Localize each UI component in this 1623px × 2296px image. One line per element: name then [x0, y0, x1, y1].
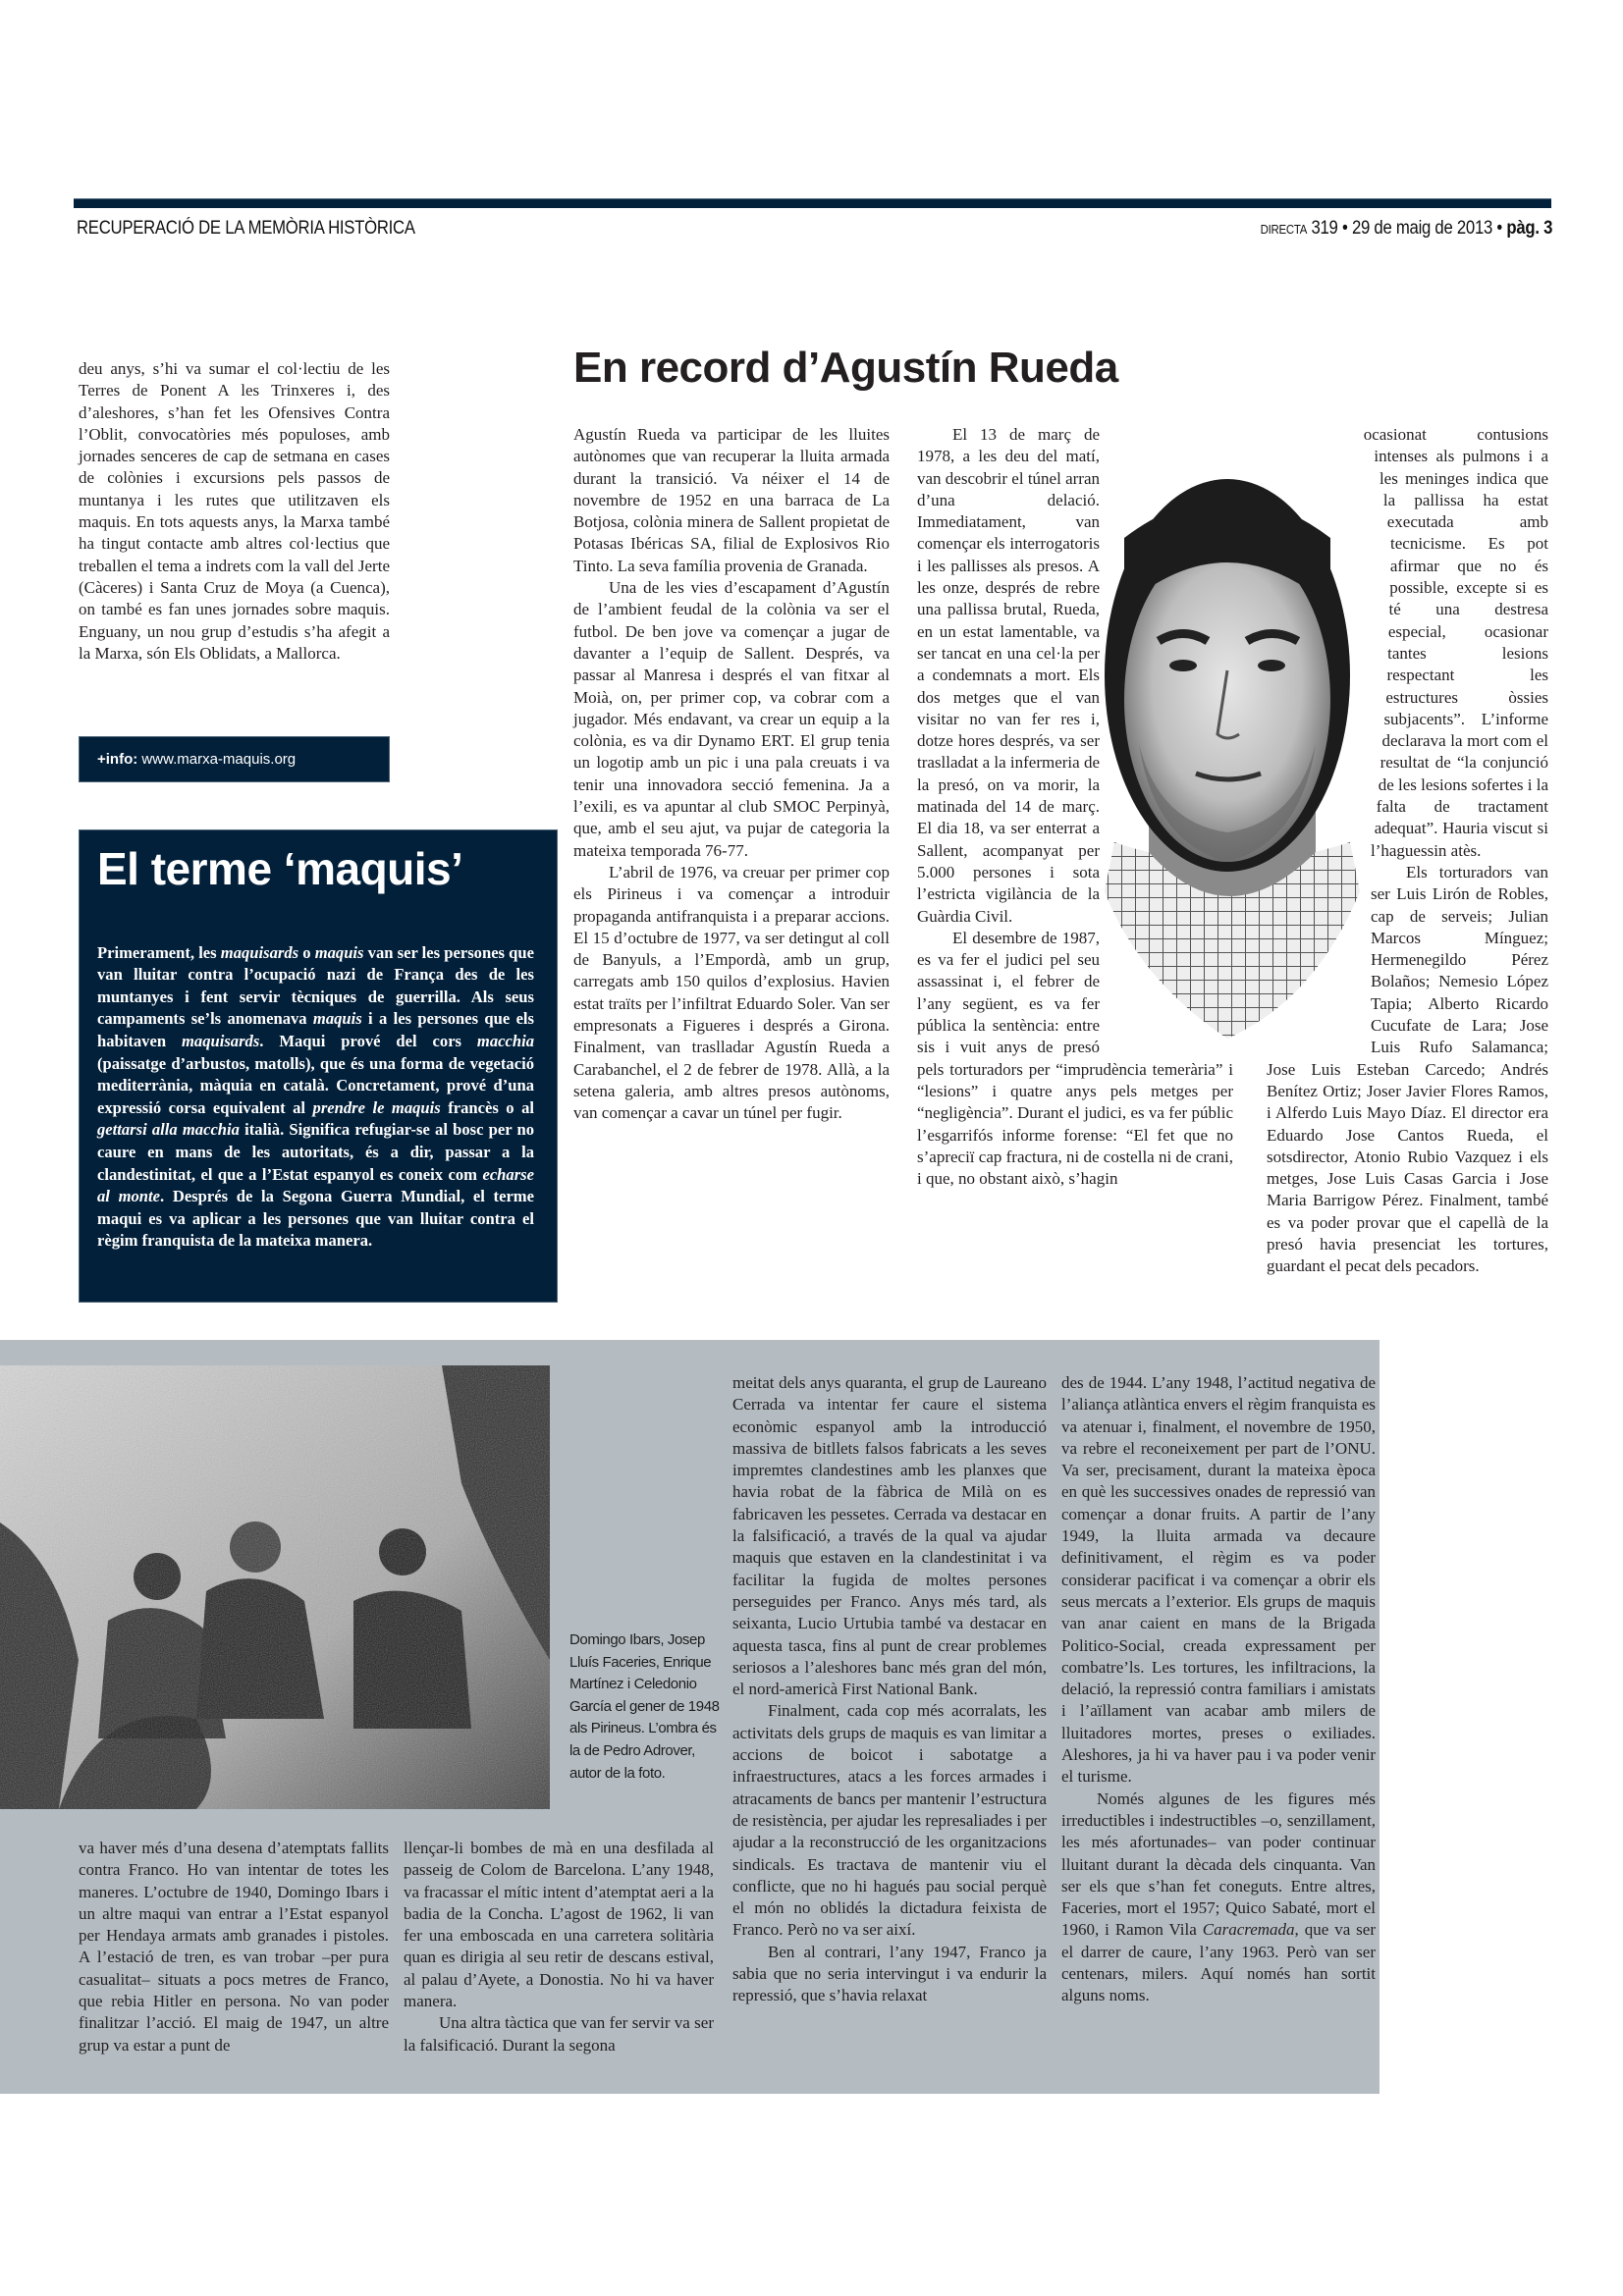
italic-text: gettarsi alla macchia — [97, 1120, 240, 1140]
sidebar-box — [79, 829, 558, 1303]
history-column-b — [404, 1838, 714, 2056]
article-headline: En record d’Agustín Rueda — [573, 344, 1118, 392]
text-run: Només algunes de les figures més irreductibles i indestructibles –o, senzillament, les més afortunades– van poder continuar lluitant durant la dècada dels cinquanta. Van ser els que s’han fet coneguts. Entre altres, Faceries, mort el 1957; Quico Sabaté, mort el 1960, i Ramon Vila — [1061, 1789, 1376, 1940]
italic-text: maquisards — [220, 942, 299, 962]
paragraph — [97, 942, 534, 1253]
paragraph: Finalment, cada cop més acorralats, les activitats dels grups de maquis es van limitar a accions de boicot i sabotatge a infraestructures, atacs a les forces armades i atracaments de bancs per mantenir l’estructura de resistència, per ajudar les represaliades i per ajudar a la reconstrucció de les organitzacions sindicals. Es tractava de mantenir viu el conflicte, que no hi hagués pau social perquè el món no oblidés la dictadura feixista de Franco. Però no va ser així. — [732, 1701, 1048, 1940]
history-column-c — [732, 1372, 1047, 2007]
agustin-rueda-portrait — [1080, 430, 1375, 1043]
text-run: (paissatge d’arbustos, matolls), que és una forma de vegetació mediterrània, màquia en català. Concretament, prové d’una expressió corsa equivalent al — [97, 1053, 534, 1117]
text-run: o — [298, 942, 315, 962]
text-run: . Maqui prové del cors — [259, 1031, 477, 1050]
paragraph: El 13 de març de 1978, a les deu del matí, van descobrir el túnel arran d’una delació. Immediatament, van començar els interrogatoris i les pallisses als presos. A les onze, després de rebre una pallissa brutal, Rueda, en un estat lamentable, va ser tancat en una cel·la per a condemnats a mort. Els dos metges que el van visitar no van fer res i, dotze hores després, va ser traslladat a la infermeria de la presó, on va morir, la matinada del 14 de març. El dia 18, va ser enterrat a Sallent, acompanyat per 5.000 persones i sota l’estricta vigilància de la Guàrdia Civil. — [917, 425, 1100, 926]
sidebar-title: El terme ‘maquis’ — [97, 843, 463, 894]
italic-text: echarse al monte — [97, 1164, 534, 1206]
eye-right — [1258, 660, 1285, 671]
text-run: Primerament, les — [97, 942, 221, 962]
paragraph: Una de les vies d’escapament d’Agustín de l’ambient feudal de la colònia va ser el futbol. De ben jove va començar a jugar de davanter a l’equip de Sallent. Després, va passar al Manresa i després el van fitxar al Moià, on, per primer cop, va cobrar com a jugador. Més endavant, va crear un equip a la colònia, es va dir Dynamo ERT. El grup tenia un logotip amb un pic i una pala creuats i va tenir una innovadora secció femenina. Ja a l’exili, es va apuntar al club SMOC Perpinyà, que, amb el seu ajut, va pujar de categoria la mateixa temporada 76-77. — [573, 578, 890, 860]
paragraph: Els torturadors van ser Luis Lirón de Robles, cap de serveis; Julian Marcos Mínguez; Hermenegildo Pérez Bolaños; Nemesio López Tapia; Alberto Ricardo Cucufate de Lara; Jose Luis Rufo Salamanca; Jose Luis Esteban Carcedo; Andrés Benítez Ortiz; Joser Javier Flores Ramos, i Alferdo Luis Mayo Díaz. El director era Eduardo Jose Cantos Rueda, el sotsdirector, Atonio Rubio Vazquez i els metges, Jose Luis Casas Garcia i Jose Maria Barrigow Pérez. Finalment, també es va poder provar que el capellà de la presó havia presenciat les tortures, guardant el pecat dels pecadors. — [1267, 862, 1548, 1276]
paragraph: L’abril de 1976, va creuar per primer cop els Pirineus i va començar a introduir propaganda antifranquista i a preparar accions. El 15 d’octubre de 1977, va ser detingut al coll de Banyuls, a l’Empordà, amb un grup, carregats amb 150 quilos d’explosius. Havien estat traïts per l’infiltrat Eduardo Soler. Van ser empresonats a Figueres i després a Girona. Finalment, van traslladar Agustín Rueda a Carabanchel, el 2 de febrer de 1978. Allà, a la setena galeria, amb altres presos autònoms, van començar a cavar un túnel per fugir. — [573, 862, 890, 1123]
text-run: van ser les persones que van lluitar contra l’ocupació nazi de França des de les muntanyes i fent servir tècniques de guerrilla. Als seus campaments se’ls anomenava — [97, 942, 534, 1029]
italic-text: maquis — [314, 942, 364, 962]
history-column-d — [1061, 1372, 1376, 2007]
italic-text: macchia — [476, 1031, 534, 1050]
paragraph: llençar-li bombes de mà en una desfilada al passeig de Colom de Barcelona. L’any 1948, va fracassar el mític intent d’atemptat aeri a la badia de la Concha. L’agost de 1962, li van fer una emboscada en una carretera solitària quan es dirigia al seu retir de descans estival, al palau d’Ayete, a Donostia. No hi va haver manera. — [404, 1839, 714, 2011]
text-run: francès o al — [440, 1097, 534, 1117]
publication-name: DIRECTA — [1260, 222, 1307, 237]
eye-left — [1169, 660, 1197, 671]
paragraph: Una altra tàctica que van fer servir va ser la falsificació. Durant la segona — [404, 2013, 714, 2055]
text-run: italià. Significa refugiar-se al bosc per no caure en mans de les autoritats, és a dir, passar a la clandestinitat, el que a l’Estat espanyol es coneix com — [97, 1120, 534, 1184]
info-box — [79, 736, 390, 782]
issue-info — [1260, 218, 1552, 240]
paragraph: Agustín Rueda va participar de les lluites autònomes que van recuperar la lluita armada durant la transició. Va néixer el 14 de novembre de 1952 en una barraca de La Botjosa, colònia minera de Sallent propietat de Potasas Ibéricas SA, filial de Explosivos Rio Tinto. La seva família provenia de Granada. — [573, 425, 890, 575]
header-rule — [74, 198, 1551, 208]
issue-number: 319 — [1311, 218, 1338, 239]
paragraph: va haver més d’una desena d’atemptats fallits contra Franco. Ho van intentar de totes les maneres. L’octubre de 1940, Domingo Ibars i un altre maqui van entrar a l’Estat espanyol per Hendaya armats amb granades i pistoles. A l’estació de tren, es van trobar –per pura casualitat– situats a pocs metres de Franco, que rebia Hitler en persona. No van poder finalitzar l’acció. El maig de 1947, un altre grup va estar a punt de — [79, 1839, 389, 2055]
paragraph: Ben al contrari, l’any 1947, Franco ja sabia que no seria intervingut i va endurir la repressió, que s’havia relaxat — [732, 1942, 1047, 2005]
history-column-a — [79, 1838, 389, 2056]
italic-text: maquis — [312, 1009, 362, 1029]
sidebar-body — [97, 926, 534, 1269]
section-title: RECUPERACIÓ DE LA MEMÒRIA HISTÒRICA — [77, 218, 415, 239]
page-number: pàg. 3 — [1506, 218, 1552, 239]
photo-grain — [0, 1365, 550, 1809]
face — [1124, 538, 1330, 862]
photo-caption: Domingo Ibars, Josep Lluís Faceries, Enrique Martínez i Celedonio García el gener de 1948 als Pirineus. L’ombra és la de Pedro Adrover, autor de la foto. — [569, 1631, 720, 1782]
text-run: . Després de la Segona Guerra Mundial, el terme maqui es va aplicar a les persones que van lluitar contra el règim franquista de la mateixa manera. — [97, 1187, 534, 1251]
article-column-2 — [573, 424, 890, 1125]
info-link[interactable]: www.marxa-maquis.org — [141, 751, 297, 768]
separator: • — [1496, 218, 1502, 239]
paragraph: El desembre de 1987, es va fer el judici pel seu assassinat i, el febrer de l’any següent, es va fer pública la sentència: entre sis i vuit anys de presó pels torturadors per “imprudència temerària” i “lesions” i quatre anys pels metges per “negligència”. Durant el judici, es va fer públic l’esgarrifós informe forense: “El fet que no s’apreciï cap fractura, ni de costella ni de crani, i que, no obstant això, s’hagin — [917, 928, 1233, 1189]
separator: • — [1341, 218, 1348, 239]
italic-text: Caracremada — [1202, 1920, 1295, 1940]
paragraph — [1061, 1789, 1376, 2007]
italic-text: prendre le maquis — [312, 1097, 441, 1117]
paragraph: meitat dels anys quaranta, el grup de Laureano Cerrada va intentar fer caure el sistema econòmic espanyol amb la introducció massiva de bitllets falsos fabricats a les seves impremtes clandestines amb les planxes que havia robat de la fàbrica de Milà on es fabricaven les pessetes. Cerrada va destacar en la falsificació, a través de la qual va ajudar maquis que estaven en la clandestinitat i va facilitar la fugida de moltes persones perseguides per Franco. Anys més tard, als seixanta, Lucio Urtubia també va destacar en aquesta tasca, fins al punt de crear problemes seriosos a l’aleshores banc més gran del món, el nord-americà First National Bank. — [732, 1373, 1047, 1699]
maquis-group-photo — [0, 1365, 550, 1809]
issue-date: 29 de maig de 2013 — [1351, 218, 1492, 239]
info-label: +info: — [97, 751, 138, 768]
paragraph: ocasionat contusions intenses als pulmons i a les meninges indica que la pallissa ha estat executada amb tecnicisme. Es pot afirmar que no és possible, excepte si es té una destresa especial, ocasionar tantes lesions respectant les estructures òssies subjacents”. L’informe declarava la mort com el resultat de “la conjunció de les lesions sofertes i la falta de tractament adequat”. Hauria viscut si l’haguessin atès. — [1363, 425, 1548, 860]
paragraph: des de 1944. L’any 1948, l’actitud negativa de l’aliança atlàntica envers el règim franquista es va atenuar i, finalment, el novembre de 1950, va rebre el reconeixement per part de l’ONU. Va ser, precisament, durant la mateixa època en què les successives onades de repressió van començar a donar fruits. A partir de l’any 1949, la lluita armada va decaure definitivament, el règim es va poder considerar pacificat i va començar a obrir els seus mercats a l’exterior. Els grups de maquis van anar caient en mans de la Brigada Politico-Social, creada expressament per combatre’ls. Les tortures, les infiltracions, la delació, la repressió contra familiars i amistats i l’aïllament van acabar amb milers de lluitadores mortes, preses o exiliades. Aleshores, ja hi va haver pau i va poder venir el turisme. — [1061, 1373, 1377, 1787]
paragraph: deu anys, s’hi va sumar el col·lectiu de les Terres de Ponent A les Trinxeres i, des d’aleshores, s’han fet les Ofensives Contra l’Oblit, convocatòries més populoses, amb jornades senceres de cap de setmana en cases de colònies i excursions pels passos de muntanya i les rutes que utilitzaven els maquis. En tots aquests anys, la Marxa també ha tingut contacte amb altres col·lectius que treballen el tema a indrets com la vall del Jerte (Càceres) i Santa Cruz de Moya (a Cuenca), on també es fan unes jornades sobre maquis. Enguany, un nou grup d’estudis s’ha afegit a la Marxa, són Els Oblidats, a Mallorca. — [79, 359, 390, 663]
intro-column — [79, 358, 390, 665]
text-run: , que va ser el darrer de caure, l’any 1963. Però van ser centenars, milers. Aquí només han sortit alguns noms. — [1061, 1920, 1376, 2005]
text-run: i a les persones que els habitaven — [97, 1009, 534, 1050]
italic-text: maquisards — [181, 1031, 260, 1050]
